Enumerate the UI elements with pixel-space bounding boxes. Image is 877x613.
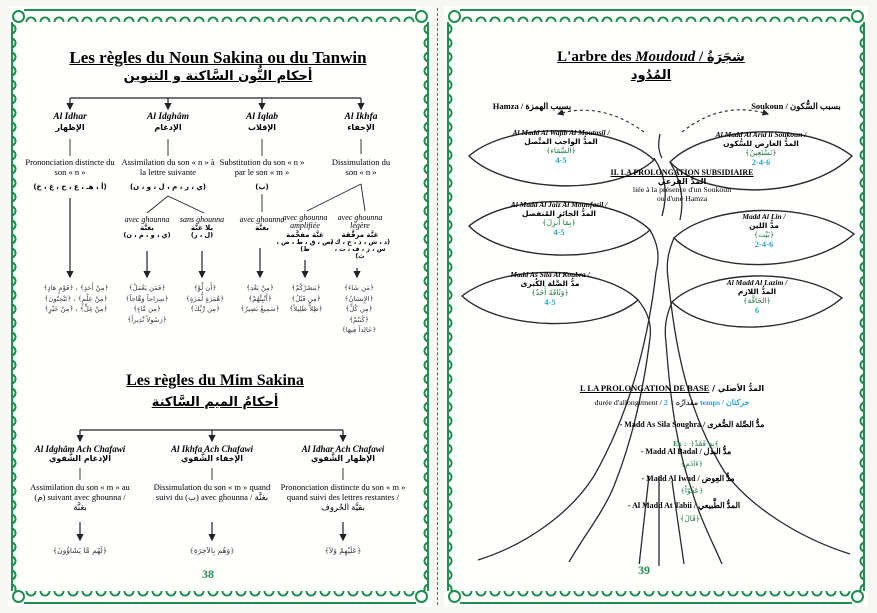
noun-branch-idgham — [147, 112, 189, 132]
branch-desc: Assimilation du son « n » à la lettre suivante — [121, 157, 215, 177]
mim-branch-idgham-chafawi: Al Idghâm Ach Chafawi الإدغام الشَّفوي — [34, 444, 126, 464]
noun-title-ar: أحكام النُّون السَّاكنة و التنوين — [123, 69, 313, 84]
sub-avec-ghounna-idgham: avec ghounna بغنَّة (ي ، و ، م ، ن) — [123, 215, 171, 240]
mim-example: ﴿لَهُم مَّا يَشَاؤُونَ﴾ — [52, 546, 108, 555]
mim-branch-idhar-chafawi: Al Idhar Ach Chafawi الإظهار الشَّفوي — [301, 444, 385, 464]
branch-name-fr: Al Ikhfa — [344, 112, 378, 122]
mim-example: ﴿وَهُم بِالآخِرَةِ﴾ — [189, 546, 235, 555]
branch-name-fr: Al Iqlab — [246, 112, 278, 122]
noun-branch-iqlab — [246, 112, 278, 132]
base-duration-line: durée d'allongement / مقدارُه : 2 temps / حركتان — [594, 398, 750, 407]
sub-sans-ghounna: sans ghounna بلا غنَّة (ل ، ر) — [179, 215, 225, 240]
base-item-tabii: - Al Madd At Tabii / المدُّ الطَّبيعي — [627, 501, 741, 510]
subsidiary-heading: II. LA PROLONGATION SUBSIDIAIRE — [610, 168, 754, 177]
branch-desc: Dissimulation du son « n » — [331, 157, 391, 177]
page-number-right: 39 — [630, 564, 658, 578]
left-page — [8, 6, 432, 607]
leaf-madd-lin: Madd Al Lin / مدُّ اللين ﴿بَيْت﴾ 2-4-6 — [742, 212, 786, 249]
leaf-arid-li-soukoun: Al Madd Al Arid li Soukoun / المدُّ العارض للسُّكون ﴿نَسْتَعِينُ﴾ 2-4-6 — [715, 130, 807, 167]
base-prolongation-heading: I. LA PROLONGATION DE BASE / المدُّ الأصلي — [579, 383, 765, 393]
branch-desc: Substitution du son « n » par le son « m » — [219, 157, 305, 177]
noun-title-fr: Les règles du Noun Sakina ou du Tanwin — [69, 48, 367, 67]
branch-name-ar: الإقلاب — [247, 122, 277, 132]
examples-iqlab: ﴿مِنْ بَعْدِ﴾ ﴿أَنْبِئْهُمْ﴾ ﴿سَمِيعٌ بَصِيرٌ﴾ — [240, 284, 280, 314]
title-name: Moudoud — [635, 49, 696, 65]
leaf-sila-koubra: Madd As Sila Al Koubra / مدُّ الصِّلة الكُبرى ﴿وَثَاقَهُ أَحَدٌ﴾ 4-5 — [510, 270, 590, 307]
examples-ikhfa-legere: ﴿مَن شَاءَ﴾ ﴿الإِنسَانُ﴾ ﴿مِن كُلٍّ﴾ ﴿كُنتُمْ﴾ ﴿خَالِداً فِيهَا﴾ — [341, 284, 377, 335]
base-item-sila-soughra: - Madd As Sila Soughra / مدُّ الصِّلة الصُّغرى — [619, 420, 765, 429]
subsidiary-line1: liée à la présence d'un Soukoun — [632, 185, 732, 195]
branch-letters: (أ ، هـ ، ع ، ح ، غ ، خ) — [33, 183, 107, 191]
page-fold-divider — [437, 8, 438, 605]
base-item-example: Ex : ﴿بِهِ فَقَدْ﴾ — [673, 439, 719, 448]
leaf-madd-lazim: Al Madd Al Lazim / المدُّ اللازم ﴿الحَاقَّة﴾ 6 — [726, 278, 788, 315]
title-ar: شجَرَةُ المُدُود — [630, 50, 745, 84]
mim-desc: Prononciation distincte du son « m » quand suivi des lettres restantes / بقيَّة الحُروف — [280, 482, 406, 512]
branch-name-ar: الإدغام — [154, 122, 182, 132]
right-page — [444, 6, 868, 607]
sub-ghounna-legere: avec ghounna légère غنَّة مرقَّقة (د ، ش ، ذ ، ج ، ك ، س ، ز ، ف ، ت ، ث) — [329, 213, 391, 261]
moudoud-title — [543, 48, 760, 85]
mim-branch-ikhfa-chafawi: Al Ikhfa Ach Chafawi الإخفاء الشَّفوي — [171, 444, 253, 464]
branch-letters: (ي ، ر ، م ، ل ، و ، ن) — [129, 183, 207, 191]
sub-avec-ghounna-iqlab: avec ghounna بغنَّة — [239, 215, 285, 233]
leaf-madd-wajib: Al Madd Al Wajib Al Moutasil / المدُّ الواجب المتَّصل ﴿السَّمَاء﴾ 4-5 — [512, 128, 610, 165]
examples-idhar: ﴿مِنْ أَحَدٍ﴾ ، ﴿قَوْمٍ هَادٍ﴾ ﴿مِنْ عِلْمٍ﴾ ، ﴿تَنْحِتُونَ﴾ ﴿مِنْ غِلٍّ﴾ ، ﴿مِنْ خَيْرٍ﴾ — [43, 284, 109, 314]
mim-title-ar: أحكامُ الميم السَّاكنة — [151, 395, 279, 410]
examples-idgham-avec: ﴿فَمَن يَعْمَلْ﴾ ﴿سِرَاجاً وَهَّاجاً﴾ ﴿مِن مَّاءٍ﴾ ﴿رَسُولاً نَّذِيراً﴾ — [125, 284, 169, 324]
base-item-example: ﴿ءَادَم﴾ — [680, 459, 704, 468]
branch-name-ar: الإظهار — [55, 122, 85, 132]
examples-ikhfa-amplifiee: ﴿يَنصُرْكُمْ﴾ ﴿مِن قَبْلُ﴾ ﴿ظِلاًّ ظَلِيلاً﴾ — [289, 284, 323, 314]
mim-example: ﴿عَلَيْهِمْ وَلاَ﴾ — [324, 546, 362, 555]
soukoun-cause-label: Soukoun / بسبب السُّكون — [751, 101, 841, 111]
noun-branch-idhar — [53, 112, 87, 132]
base-item-iwad: - Madd Al Iwad / مدُّ العِوض — [641, 474, 735, 483]
base-item-example: ﴿عَفُوّاً﴾ — [680, 486, 704, 495]
branch-desc: Prononciation distincte du son « n » — [25, 157, 115, 177]
branch-name-fr: Al Idhar — [53, 112, 87, 122]
leaf-madd-jaiz: Al Madd Al Jaiz Al Mounfasil / المدُّ الجائز المُنفصل ﴿بِمَا أُنزِلَ﴾ 4-5 — [510, 200, 608, 237]
subsidiary-prolongation-block — [592, 168, 772, 204]
sub-ghounna-amplifiee: avec ghounna amplifiée غنَّة مفخَّمة (ص ، ق ، ط ، ض ، ظ) — [276, 213, 334, 254]
title-sep: / — [695, 49, 707, 65]
base-item-badal: - Madd Al Badal / مدُّ البدل — [640, 447, 732, 456]
subsidiary-line2: ou d'une Hamza — [656, 194, 708, 204]
branch-letters: (ب) — [255, 183, 269, 191]
branch-name-fr: Al Idghâm — [147, 112, 189, 122]
mim-desc: Dissimulation du son « m » quand suivi du (ب) avec ghounna / بغنَّة — [153, 482, 271, 502]
page-number-left: 38 — [194, 568, 222, 582]
hamza-cause-label: Hamza / بسبب الهمزة — [492, 101, 572, 111]
mim-desc: Assimilation du son « m » au (م) suivant avec ghounna / بغنَّة — [30, 482, 130, 512]
mim-title-fr: Les règles du Mim Sakina — [126, 372, 304, 389]
title-fr: L'arbre des — [557, 49, 636, 65]
examples-sans-ghounna: ﴿أَن لَّوْ﴾ ﴿هُمَزَةٍ لُّمَزَةٍ﴾ ﴿مِن رَّبِّكَ﴾ — [185, 284, 225, 314]
noun-branch-ikhfa — [345, 112, 378, 132]
base-item-example: ﴿قَالَ﴾ — [679, 514, 701, 523]
branch-name-ar: الإخفاء — [347, 122, 375, 132]
subsidiary-heading-ar: المدُّ الفرعي — [657, 177, 707, 187]
